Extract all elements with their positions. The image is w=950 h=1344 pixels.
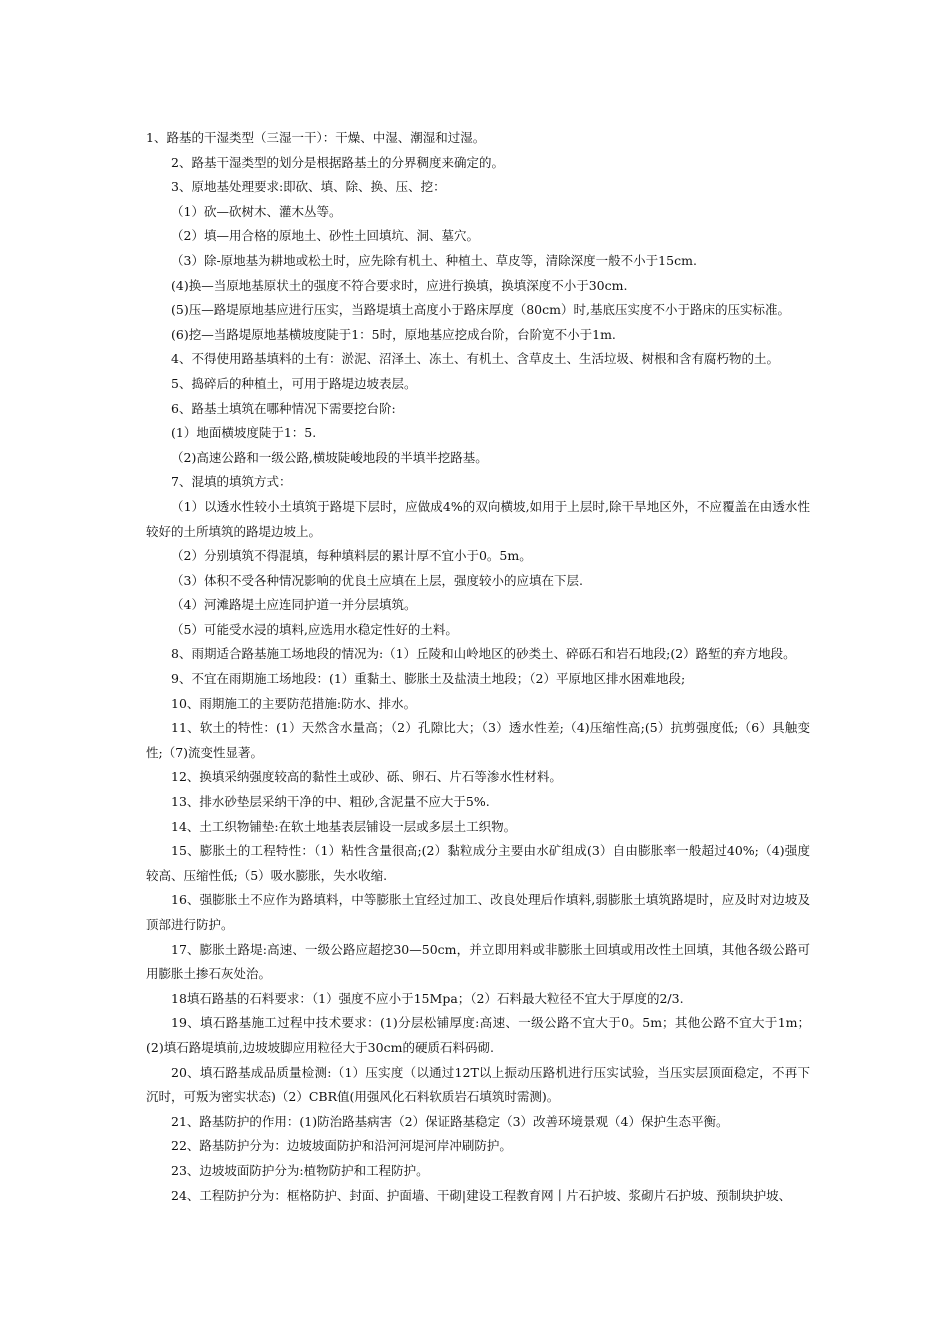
paragraph-7-2: （2）分别填筑不得混填，每种填料层的累计厚不宜小于0。5m。 <box>171 548 532 564</box>
paragraph-24: 24、工程防护分为：框格防护、封面、护面墙、干砌|建设工程教育网丨片石护坡、浆砌片石护坡、预制块护坡、 <box>171 1187 792 1203</box>
paragraph-7: 7、混填的填筑方式： <box>171 474 292 490</box>
paragraph-3-2: （2）填—用合格的原地土、砂性土回填坑、洞、墓穴。 <box>171 228 479 244</box>
paragraph-7-1: （1）以透水性较小土填筑于路堤下层时，应做成4%的双向横坡,如用于上层时,除干旱地区外，不应覆盖在由透水性较好的土所填筑的路堤边坡上。 <box>146 498 810 539</box>
paragraph-17: 17、膨胀土路堤:高速、一级公路应超挖30—50cm，并立即用料或非膨胀土回填或用改性土回填，其他各级公路可用膨胀土掺石灰处治。 <box>146 941 810 982</box>
paragraph-6: 6、路基土填筑在哪种情况下需要挖台阶: <box>171 400 396 416</box>
paragraph-3-4: (4)换—当原地基原状土的强度不符合要求时，应进行换填，换填深度不小于30cm. <box>171 277 628 293</box>
paragraph-15: 15、膨胀土的工程特性：（1）粘性含量很高;(2）黏粒成分主要由水矿组成(3）自由膨胀率一般超过40%;（4)强度较高、压缩性低;（5）吸水膨胀，失水收缩. <box>146 843 810 883</box>
paragraph-5: 5、捣碎后的种植土，可用于路堤边坡表层。 <box>171 375 417 391</box>
paragraph-3: 3、原地基处理要求:即砍、填、除、换、压、挖： <box>171 179 446 195</box>
paragraph-18: 18填石路基的石料要求：（1）强度不应小于15Mpa；（2）石料最大粒径不宜大于厚度的2/3. <box>171 990 684 1006</box>
paragraph-3-6: (6)挖—当路堤原地基横坡度陡于1：5时，原地基应挖成台阶，台阶宽不小于1m. <box>171 326 616 342</box>
paragraph-2: 2、路基干湿类型的划分是根据路基土的分界稠度来确定的。 <box>171 154 504 170</box>
paragraph-20: 20、填石路基成品质量检测:（1）压实度（以通过12T以上振动压路机进行压实试验，当压实层顶面稳定，不再下沉时，可叛为密实状态)（2）CBR值(用强风化石料软质岩石填筑时需测)。 <box>146 1064 810 1105</box>
paragraph-12: 12、换填采纳强度较高的黏性土或砂、砾、卵石、片石等渗水性材料。 <box>171 769 562 785</box>
paragraph-19: 19、填石路基施工过程中技术要求：(1)分层松铺厚度:高速、一级公路不宜大于0。5m；其他公路不宜大于1m；(2)填石路堤填前,边坡坡脚应用粒径大于30cm的硬质石料码砌. <box>146 1015 810 1055</box>
paragraph-22: 22、路基防护分为：边坡坡面防护和沿河河堤河岸冲刷防护。 <box>171 1138 512 1154</box>
paragraph-14: 14、土工织物铺垫:在软土地基表层铺设一层或多层土工织物。 <box>171 818 517 834</box>
paragraph-7-3: （3）体积不受各种情况影响的优良土应填在上层，强度较小的应填在下层. <box>171 572 583 588</box>
paragraph-7-4: （4）河滩路堤土应连同护道一并分层填筑。 <box>171 597 417 613</box>
paragraph-3-3: （3）除-原地基为耕地或松土时，应先除有机土、种植土、草皮等，清除深度一般不小于15cm. <box>171 252 697 268</box>
paragraph-7-5: （5）可能受水浸的填料,应选用水稳定性好的土料。 <box>171 621 458 637</box>
paragraph-16: 16、强膨胀土不应作为路填料，中等膨胀土宜经过加工、改良处理后作填料,弱膨胀土填筑路堤时，应及时对边坡及顶部进行防护。 <box>146 892 810 932</box>
paragraph-8: 8、雨期适合路基施工场地段的情况为:（1）丘陵和山岭地区的砂类土、碎砾石和岩石地段;(2）路堑的弃方地段。 <box>171 646 796 662</box>
paragraph-10: 10、雨期施工的主要防范措施:防水、排水。 <box>171 695 417 711</box>
paragraph-9: 9、不宜在雨期施工场地段：(1）重黏土、膨胀土及盐渍土地段；（2）平原地区排水困难地段; <box>171 671 686 687</box>
document-body <box>146 126 810 1208</box>
paragraph-4: 4、不得使用路基填料的土有：淤泥、沼泽土、冻土、有机土、含草皮土、生活垃圾、树根和含有腐朽物的土。 <box>171 351 779 367</box>
paragraph-11: 11、软土的特性：(1）天然含水量高；（2）孔隙比大；（3）透水性差;（4)压缩性高;(5）抗剪强度低;（6）具触变性;（7)流变性显著。 <box>146 720 810 760</box>
paragraph-6-2: （2)高速公路和一级公路,横坡陡峻地段的半填半挖路基。 <box>171 449 488 465</box>
paragraph-21: 21、路基防护的作用：(1)防治路基病害（2）保证路基稳定（3）改善环境景观（4）保护生态平衡。 <box>171 1113 729 1129</box>
paragraph-1: 1、路基的干湿类型（三湿一干）：干燥、中湿、潮湿和过湿。 <box>146 130 486 145</box>
paragraph-3-5: (5)压—路堤原地基应进行压实，当路堤填土高度小于路床厚度（80cm）时,基底压实度不小于路床的压实标准。 <box>171 302 790 318</box>
paragraph-3-1: （1）砍—砍树木、灌木丛等。 <box>171 203 342 219</box>
paragraph-6-1: (1）地面横坡度陡于1：5. <box>171 425 317 441</box>
paragraph-23: 23、边坡坡面防护分为:植物防护和工程防护。 <box>171 1162 429 1178</box>
paragraph-13: 13、排水砂垫层采纳干净的中、粗砂,含泥量不应大于5%. <box>171 794 490 810</box>
